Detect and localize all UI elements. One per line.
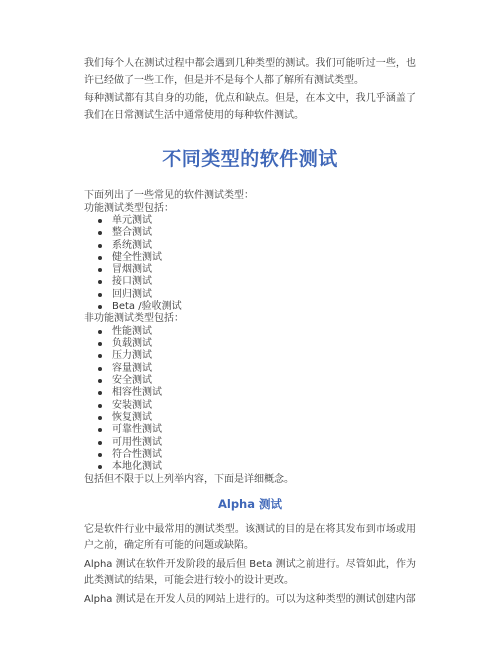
alpha-paragraph: Alpha 测试在软件开发阶段的最后但 Beta 测试之前进行。尽管如此，作为此类测试的结果，可能会进行较小的设计更改。 (84, 558, 416, 587)
list-item: 冒烟测试 (112, 264, 416, 276)
functional-heading: 功能测试类型包括： (84, 202, 174, 214)
alpha-paragraph: Alpha 测试是在开发人员的网站上进行的。可以为这种类型的测试创建内部 (84, 593, 416, 605)
list-item: 系统测试 (112, 240, 416, 252)
non-functional-heading: 非功能测试类型包括： (84, 313, 184, 325)
list-item: 可靠性测试 (112, 424, 416, 436)
list-outro: 包括但不限于以上列举内容，下面是详细概念。 (84, 474, 294, 486)
functional-list (84, 215, 416, 313)
list-item: 回归测试 (112, 289, 416, 301)
page-title: 不同类型的软件测试 (162, 148, 338, 170)
non-functional-list (84, 326, 416, 474)
list-item: 符合性测试 (112, 449, 416, 461)
list-item: 压力测试 (112, 350, 416, 362)
alpha-paragraph: 它是软件行业中最常用的测试类型。该测试的目的是在将其发布到市场或用户之前，确定所有可能的问题或缺陷。 (84, 523, 416, 552)
list-item: 恢复测试 (112, 412, 416, 424)
list-item: 安全测试 (112, 375, 416, 387)
list-item: 容量测试 (112, 363, 416, 375)
list-item: 性能测试 (112, 326, 416, 338)
list-item: 整合测试 (112, 227, 416, 239)
list-item: 接口测试 (112, 276, 416, 288)
list-item: 健全性测试 (112, 252, 416, 264)
list-intro: 下面列出了一些常见的软件测试类型： (84, 190, 254, 201)
list-item: Beta /验收测试 (112, 301, 416, 313)
intro-paragraph: 我们每个人在测试过程中都会遇到几种类型的测试。我们可能听过一些，也许已经做了一些工作，但是并不是每个人都了解所有测试类型。 (84, 58, 416, 86)
list-item: 本地化测试 (112, 461, 416, 473)
section-title-alpha: Alpha 测试 (217, 496, 283, 511)
list-item: 相容性测试 (112, 387, 416, 399)
list-item: 安装测试 (112, 400, 416, 412)
list-item: 负载测试 (112, 338, 416, 350)
alpha-section (84, 522, 416, 609)
intro-paragraph: 每种测试都有其自身的功能，优点和缺点。但是，在本文中，我几乎涵盖了我们在日常测试生活中通常使用的每种软件测试。 (84, 93, 416, 121)
list-item: 可用性测试 (112, 437, 416, 449)
list-item: 单元测试 (112, 215, 416, 227)
